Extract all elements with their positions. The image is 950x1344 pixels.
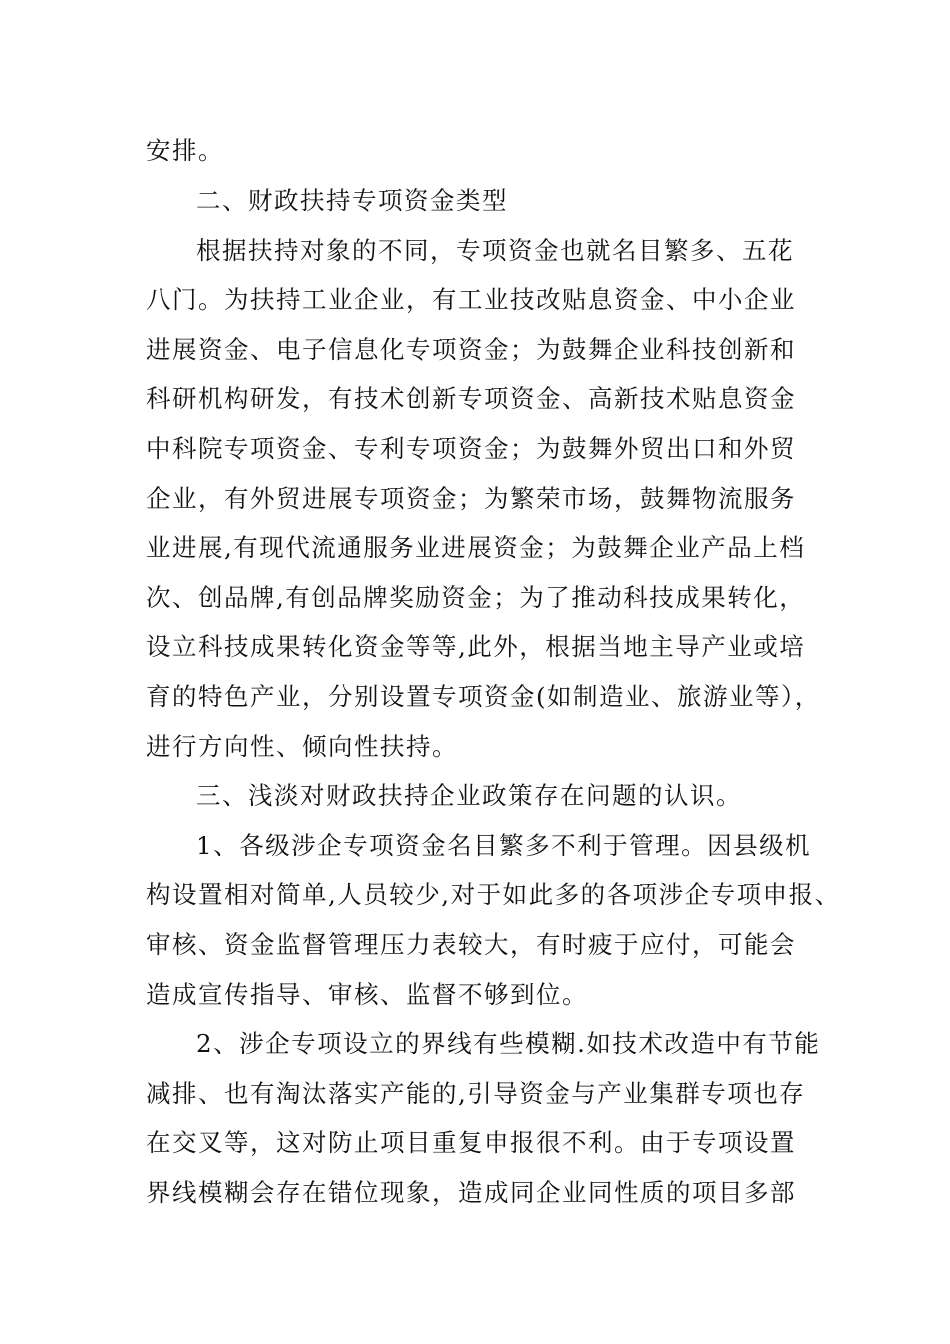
text-line: 进行方向性、倾向性扶持。 <box>146 732 458 761</box>
text-line: 根据扶持对象的不同，专项资金也就名目繁多、五花 <box>196 236 794 265</box>
text-line: 次、创品牌,有创品牌奖励资金；为了推动科技成果转化， <box>146 583 806 612</box>
text-line: 八门。为扶持工业企业，有工业技改贴息资金、中小企业 <box>146 285 796 314</box>
text-line: 育的特色产业，分别设置专项资金(如制造业、旅游业等）， <box>146 682 821 711</box>
section-heading: 二、财政扶持专项资金类型 <box>196 186 508 215</box>
section-heading: 三、浅淡对财政扶持企业政策存在问题的认识。 <box>196 781 742 810</box>
text-line: 安排。 <box>146 136 224 165</box>
text-line: 设立科技成果转化资金等等,此外，根据当地主导产业或培 <box>146 632 806 661</box>
text-line: 在交叉等，这对防止项目重复申报很不利。由于专项设置 <box>146 1128 796 1157</box>
text-line: 中科院专项资金、专利专项资金；为鼓舞外贸出口和外贸 <box>146 434 796 463</box>
text-line: 审核、资金监督管理压力表较大，有时疲于应付，可能会 <box>146 930 796 959</box>
text-line: 科研机构研发，有技术创新专项资金、高新技术贴息资金 <box>146 384 796 413</box>
text-line: 1、各级涉企专项资金名目繁多不利于管理。因县级机 <box>196 831 812 860</box>
text-line: 进展资金、电子信息化专项资金；为鼓舞企业科技创新和 <box>146 335 796 364</box>
text-line: 界线模糊会存在错位现象，造成同企业同性质的项目多部 <box>146 1178 796 1207</box>
text-line: 业进展,有现代流通服务业进展资金；为鼓舞企业产品上档 <box>146 533 806 562</box>
text-line: 构设置相对简单,人员较少,对于如此多的各项涉企专项申报、 <box>146 880 841 909</box>
text-line: 2、涉企专项设立的界线有些模糊.如技术改造中有节能 <box>196 1029 821 1058</box>
text-line: 造成宣传指导、审核、监督不够到位。 <box>146 980 588 1009</box>
text-line: 企业，有外贸进展专项资金；为繁荣市场，鼓舞物流服务 <box>146 484 796 513</box>
text-line: 减排、也有淘汰落实产能的,引导资金与产业集群专项也存 <box>146 1079 806 1108</box>
